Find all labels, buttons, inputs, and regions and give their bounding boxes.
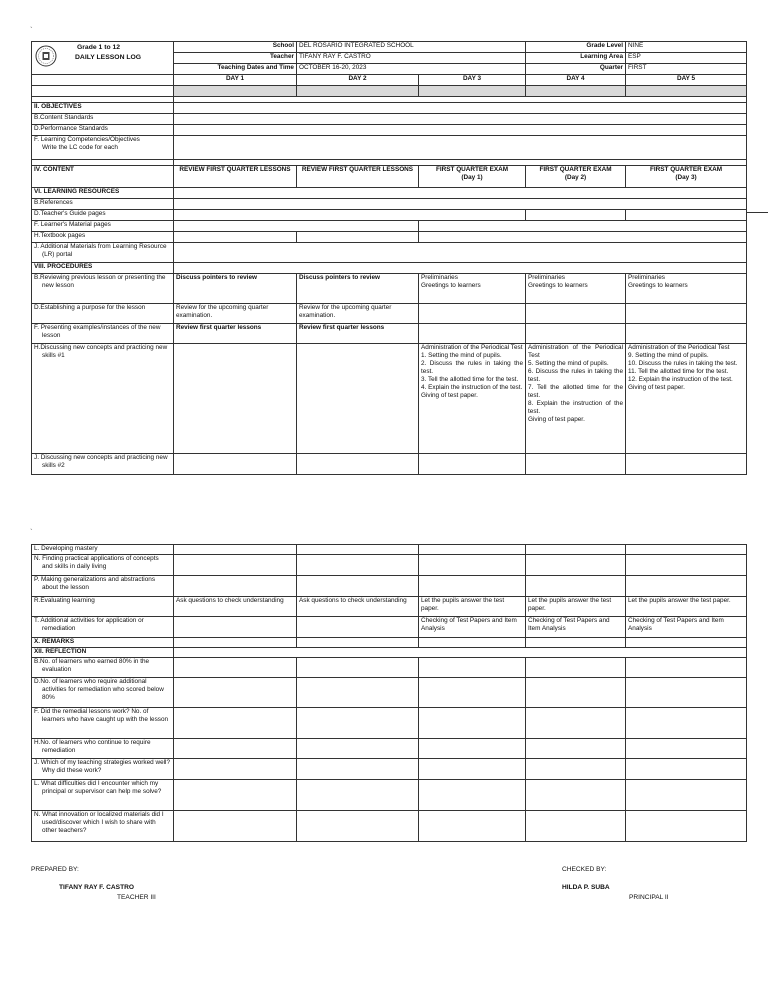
eval-day-1: Ask questions to check understanding: [174, 597, 297, 617]
form-grade-title: Grade 1 to 12: [77, 44, 121, 51]
day-header-1: DAY 1: [174, 75, 297, 86]
remediation-day-4: Checking of Test Papers and Item Analysis: [526, 617, 626, 638]
day-header-3: DAY 3: [419, 75, 526, 86]
eval-day-4: Let the pupils answer the test paper.: [526, 597, 626, 617]
row-label-continue-remediation: H.No. of learners who continue to require remediation: [32, 739, 174, 759]
row-label-content: IV. CONTENT: [32, 166, 174, 188]
gray-row-blank: [32, 86, 174, 97]
daily-lesson-log-table-continued: [31, 544, 747, 842]
row-label-remediation: T. Additional activities for application or remediation: [32, 617, 174, 638]
eval-day-3: Let the pupils answer the test paper.: [419, 597, 526, 617]
deped-seal-icon: [35, 45, 57, 67]
day-header-4: DAY 4: [526, 75, 626, 86]
purpose-day-2: Review for the upcoming quarter examination.: [297, 304, 419, 324]
row-label-strategies: J. Which of my teaching strategies worked well? Why did these work?: [32, 759, 174, 780]
day-header-2: DAY 2: [297, 75, 419, 86]
school-label: School: [174, 42, 297, 53]
row-label-applications: N. Finding practical applications of concepts and skills in daily living: [32, 555, 174, 576]
quarter-value: FIRST: [626, 64, 747, 75]
row-label-textbook: H.Textbook pages: [32, 232, 174, 243]
checked-by-name: HILDA P. SUBA: [562, 884, 610, 891]
dates-value: OCTOBER 16-20, 2023: [297, 64, 526, 75]
row-label-resources: VI. LEARNING RESOURCES: [32, 188, 174, 199]
teacher-label: Teacher: [174, 53, 297, 64]
prepared-by-name: TIFANY RAY F. CASTRO: [59, 884, 134, 891]
quarter-label: Quarter: [526, 64, 626, 75]
concepts-day-5: Administration of the Periodical Test 9. Setting the mind of pupils. 10. Discuss the rules in taking the test. 11. Tell the allotted time for the test. 12. Explain the instruction of the test. Giving of test paper.: [626, 344, 747, 454]
row-label-teachers-guide: D.Teacher's Guide pages: [32, 210, 174, 221]
checked-by-position: PRINCIPAL II: [629, 894, 669, 901]
review-day-3: Preliminaries Greetings to learners: [419, 274, 526, 304]
row-label-competencies: F. Learning Competencies/Objectives Write the LC code for each: [32, 136, 174, 160]
school-value: DEL ROSARIO INTEGRATED SCHOOL: [297, 42, 526, 53]
eval-day-2: Ask questions to check understanding: [297, 597, 419, 617]
header-title-cell: [32, 42, 174, 75]
teacher-value: TIFANY RAY F. CASTRO: [297, 53, 526, 64]
remediation-day-3: Checking of Test Papers and Item Analysis: [419, 617, 526, 638]
row-label-objectives: II. OBJECTIVES: [32, 103, 174, 114]
row-label-examples: F. Presenting examples/instances of the new lesson: [32, 324, 174, 344]
content-day-1: REVIEW FIRST QUARTER LESSONS: [174, 166, 297, 188]
eval-day-5: Let the pupils answer the test paper.: [626, 597, 747, 617]
row-label-references: B.References: [32, 199, 174, 210]
stray-line: [746, 212, 768, 213]
checked-by-label: CHECKED BY:: [562, 866, 607, 873]
examples-day-1: Review first quarter lessons: [174, 324, 297, 344]
row-label-mastery: L. Developing mastery: [32, 545, 174, 555]
row-label-difficulties: L. What difficulties did I encounter which my principal or supervisor can help me solve?: [32, 780, 174, 811]
remediation-day-5: Checking of Test Papers and Item Analysis: [626, 617, 747, 638]
review-day-4: Preliminaries Greetings to learners: [526, 274, 626, 304]
learning-area-label: Learning Area: [526, 53, 626, 64]
purpose-day-1: Review for the upcoming quarter examination.: [174, 304, 297, 324]
day-header-blank: [32, 75, 174, 86]
row-label-learners-material: F. Learner's Material pages: [32, 221, 174, 232]
row-label-require-remediation: D.No. of learners who require additional activities for remediation who scored below 80%: [32, 678, 174, 708]
review-day-1: Discuss pointers to review: [174, 274, 297, 304]
dates-label: Teaching Dates and Time: [174, 64, 297, 75]
page-mark: `: [30, 528, 33, 537]
content-day-2: REVIEW FIRST QUARTER LESSONS: [297, 166, 419, 188]
content-day-4: FIRST QUARTER EXAM (Day 2): [526, 166, 626, 188]
row-label-remarks: X. REMARKS: [32, 638, 174, 648]
prepared-by-position: TEACHER III: [117, 894, 156, 901]
grade-level-value: NINE: [626, 42, 747, 53]
review-day-2: Discuss pointers to review: [297, 274, 419, 304]
learning-area-value: ESP: [626, 53, 747, 64]
content-day-3: FIRST QUARTER EXAM (Day 1): [419, 166, 526, 188]
row-label-generalizations: P. Making generalizations and abstractions about the lesson: [32, 576, 174, 597]
row-label-procedures: VIII. PROCEDURES: [32, 263, 174, 274]
row-label-additional-materials: J. Additional Materials from Learning Resource (LR) portal: [32, 243, 174, 263]
row-label-concepts-2: J. Discussing new concepts and practicing new skills #2: [32, 454, 174, 475]
row-label-evaluating: R.Evaluating learning: [32, 597, 174, 617]
day-header-5: DAY 5: [626, 75, 747, 86]
row-label-innovation: N. What innovation or localized materials did I used/discover which I wish to share with other teachers?: [32, 811, 174, 842]
row-label-earned-80: B.No. of learners who earned 80% in the evaluation: [32, 658, 174, 678]
row-label-purpose: D.Establishing a purpose for the lesson: [32, 304, 174, 324]
row-label-reflection: XII. REFLECTION: [32, 648, 174, 658]
grade-level-label: Grade Level: [526, 42, 626, 53]
concepts-day-4: Administration of the Periodical Test 5. Setting the mind of pupils. 6. Discuss the rules in taking the test. 7. Tell the allotted time for the test. 8. Explain the instruction of the test. Giving of test paper.: [526, 344, 626, 454]
row-label-performance-standards: D.Performance Standards: [32, 125, 174, 136]
row-label-concepts-1: H.Discussing new concepts and practicing new skills #1: [32, 344, 174, 454]
examples-day-2: Review first quarter lessons: [297, 324, 419, 344]
row-label-content-standards: B.Content Standards: [32, 114, 174, 125]
form-log-title: DAILY LESSON LOG: [75, 54, 142, 61]
page-mark: `: [30, 26, 33, 35]
daily-lesson-log-table: [31, 41, 747, 475]
content-day-5: FIRST QUARTER EXAM (Day 3): [626, 166, 747, 188]
row-label-remedial-work: F. Did the remedial lessons work? No. of learners who have caught up with the lesson: [32, 708, 174, 739]
review-day-5: Preliminaries Greetings to learners: [626, 274, 747, 304]
concepts-day-3: Administration of the Periodical Test 1. Setting the mind of pupils. 2. Discuss the rules in taking the test. 3. Tell the allotted time for the test. 4. Explain the instruction of the test. Giving of test paper.: [419, 344, 526, 454]
prepared-by-label: PREPARED BY:: [31, 866, 79, 873]
row-label-reviewing: B.Reviewing previous lesson or presenting the new lesson: [32, 274, 174, 304]
